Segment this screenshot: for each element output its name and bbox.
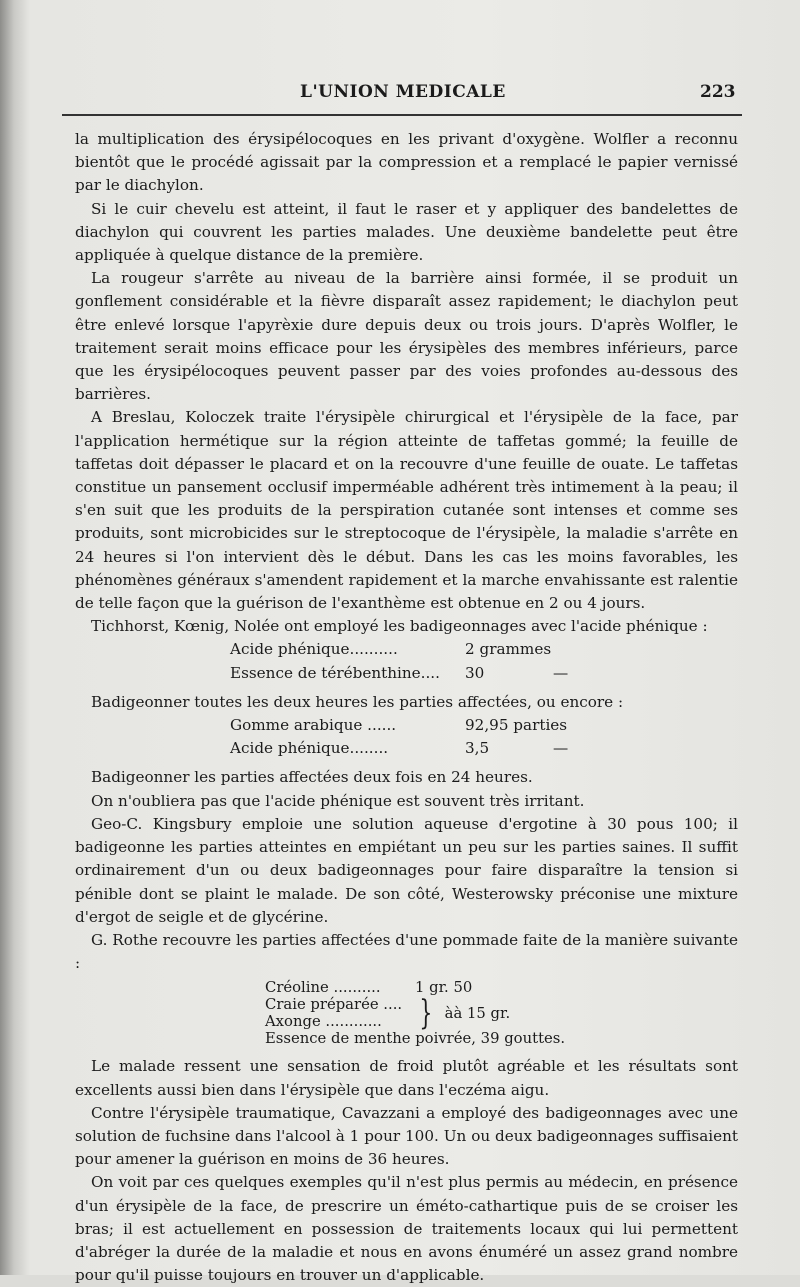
paragraph: Tichhorst, Kœnig, Nolée ont employé les badigeonnages avec l'acide phénique :	[91, 617, 708, 636]
ingredient-qty: 2 grammes	[465, 640, 552, 659]
running-header: L'UNION MEDICALE	[300, 82, 506, 102]
ingredient-line: Essence de menthe poivrée, 39 gouttes.	[265, 1030, 566, 1048]
paragraph: On voit par ces quelques exemples qu'il n'est plus permis au médecin, en présence d'un érysipèle de la face, de prescrire un éméto-cathartique puis de se croiser les bras; il est actuellement en possession de traitements locaux qui lui permettent d'abréger la durée de la maladie et nous en avons énuméré un assez grand nombre pour qu'il puisse toujours en trouver un d'applicable.	[75, 1173, 738, 1285]
ingredient-name: Gomme arabique ......	[230, 716, 397, 735]
paragraph: G. Rothe recouvre les parties affectées d'une pommade faite de la manière suivante :	[75, 930, 738, 973]
ingredient-name: Créoline ..........	[265, 979, 381, 997]
paragraph: La rougeur s'arrête au niveau de la barrière ainsi formée, il se produit un gonflement considérable et la fièvre disparaît assez rapidement; le diachylon peut être enlevé lorsque l'apyrèxie dure depuis deux ou trois jours. D'après Wolfler, le traitement serait moins efficace pour les érysipèles des membres inférieurs, parce que les érysipélocoques peuvent passer par des voies profondes au-dessous des barrières.	[75, 269, 738, 404]
brace: }	[419, 993, 433, 1034]
ingredient-name: Axonge ............	[265, 1013, 382, 1031]
header-rule	[62, 114, 742, 116]
paragraph: Geo-C. Kingsbury emploie une solution aqueuse d'ergotine à 30 pous 100; il badigeonne les parties atteintes en empiétant un peu sur les parties saines. Il suffit ordinairement d'un ou deux badigeonnages pour faire disparaître la tension si pénible dont se plaint le malade. De son côté, Westerowsky préconise une mixture d'ergot de seigle et de glycérine.	[75, 814, 738, 926]
body-text	[75, 128, 738, 1287]
ingredient-unit: —	[553, 739, 569, 758]
ingredient-unit: —	[553, 663, 569, 682]
ingredient-qty: 1 gr. 50	[415, 979, 473, 997]
ingredient-unit	[553, 638, 613, 661]
ingredient-name: Essence de térébenthine....	[230, 663, 440, 682]
pommade-recipe	[265, 979, 738, 1047]
paragraph: Si le cuir chevelu est atteint, il faut le raser et y appliquer des bandelettes de diachylon qui couvrent les parties malades. Une deuxième bandelette peut être appliquée à quelque distance de la première.	[75, 199, 738, 265]
ingredient-qty: 30	[465, 663, 485, 682]
paragraph: Le malade ressent une sensation de froid plutôt agréable et les résultats sont excellents aussi bien dans l'érysipèle que dans l'eczéma aigu.	[75, 1057, 738, 1099]
ingredient-qty: àà 15 gr.	[444, 1004, 511, 1022]
paragraph: Badigeonner les parties affectées deux fois en 24 heures.	[91, 768, 533, 787]
formula-phenique-terebenthine	[230, 638, 738, 684]
formula-gomme-phenique	[230, 714, 738, 760]
ingredient-unit	[553, 714, 613, 737]
paragraph: la multiplication des érysipélocoques en les privant d'oxygène. Wolfler a reconnu bientôt que le procédé agissait par la compression et a remplacé le papier vernissé par le diachylon.	[75, 130, 738, 195]
ingredient-qty: 3,5	[465, 739, 490, 758]
ingredient-name: Acide phénique..........	[230, 640, 398, 659]
paragraph: On n'oubliera pas que l'acide phénique est souvent très irritant.	[91, 791, 585, 810]
page-number: 223	[700, 82, 736, 102]
ingredient-qty: 92,95 parties	[465, 716, 568, 735]
paragraph: A Breslau, Koloczek traite l'érysipèle chirurgical et l'érysipèle de la face, par l'application hermétique sur la région atteinte de taffetas gommé; la feuille de taffetas doit dépasser le placard et on la recouvre d'une feuille de ouate. Le taffetas constitue un pansement occlusif imperméable adhérent très intimement à la peau; il s'en suit que les produits de la perspiration cutanée sont intenses et comme ses produits, sont microbicides sur le streptocoque de l'érysipèle, la maladie s'arrête en 24 heures si l'on intervient dès le début. Dans les cas les moins favorables, les phénomènes généraux s'amendent rapidement et la marche envahissante est ralentie de telle façon que la guérison de l'exanthème est obtenue en 2 ou 4 jours.	[75, 408, 738, 613]
ingredient-name: Acide phénique........	[230, 739, 389, 758]
ingredient-name: Craie préparée ....	[265, 996, 403, 1014]
paragraph: Contre l'érysipèle traumatique, Cavazzani a employé des badigeonnages avec une solution de fuchsine dans l'alcool à 1 pour 100. Un ou deux badigeonnages suffisaient pour amener la guérison en moins de 36 heures.	[75, 1103, 738, 1169]
paragraph: Badigeonner toutes les deux heures les parties affectées, ou encore :	[91, 692, 624, 711]
